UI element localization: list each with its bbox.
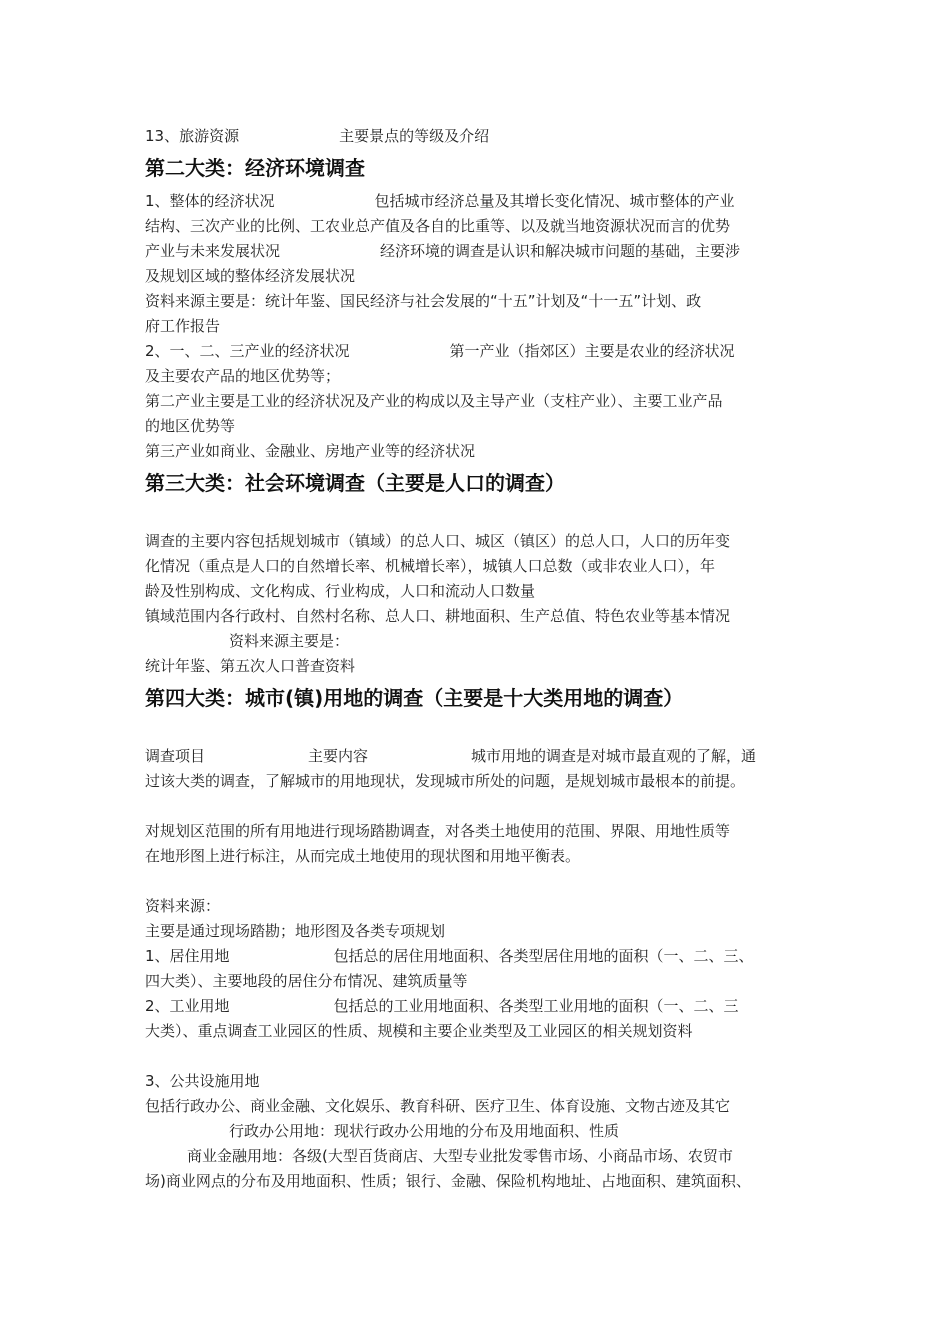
text-line: 过该大类的调查，了解城市的用地现状，发现城市所处的问题，是规划城市最根本的前提。 <box>145 772 746 790</box>
text-line: 镇域范围内各行政村、自然村名称、总人口、耕地面积、生产总值、特色农业等基本情况 <box>145 607 731 625</box>
text-line: 龄及性别构成、文化构成、行业构成，人口和流动人口数量 <box>145 582 536 600</box>
text-line <box>145 629 817 654</box>
column-label: 主要内容 <box>308 747 369 765</box>
section-heading: 第二大类：经济环境调查 <box>145 156 365 180</box>
text-line: 在地形图上进行标注，从而完成土地使用的现状图和用地平衡表。 <box>145 847 581 865</box>
text-line <box>145 1119 817 1144</box>
text-line <box>145 744 817 769</box>
item-desc: 行政办公用地：现状行政办公用地的分布及用地面积、性质 <box>229 1122 620 1140</box>
text-line: 四大类）、主要地段的居住分布情况、建筑质量等 <box>145 972 468 990</box>
text-line: 第二产业主要是工业的经济状况及产业的构成以及主导产业（支柱产业）、主要工业产品 <box>145 392 723 410</box>
item-label: 1、整体的经济状况 <box>145 192 275 210</box>
text-line <box>145 944 817 969</box>
item-desc: 包括城市经济总量及其增长变化情况、城市整体的产业 <box>374 192 735 210</box>
text-line: 场)商业网点的分布及用地面积、性质；银行、金融、保险机构地址、占地面积、建筑面积、 <box>145 1172 751 1190</box>
source-label: 资料来源主要是： <box>229 632 350 650</box>
text-line <box>145 1144 817 1169</box>
text-line <box>145 339 817 364</box>
text-line: 的地区优势等 <box>145 417 236 435</box>
section-heading: 第四大类：城市(镇)用地的调查（主要是十大类用地的调查） <box>145 686 684 710</box>
column-label: 调查项目 <box>145 747 206 765</box>
text-line: 化情况（重点是人口的自然增长率、机械增长率），城镇人口总数（或非农业人口），年 <box>145 557 716 575</box>
item-label: 13、旅游资源 <box>145 127 240 145</box>
item-desc: 城市用地的调查是对城市最直观的了解，通 <box>471 747 757 765</box>
text-line: 包括行政办公、商业金融、文化娱乐、教育科研、医疗卫生、体育设施、文物古迹及其它 <box>145 1097 731 1115</box>
item-desc: 主要景点的等级及介绍 <box>339 127 490 145</box>
text-line: 第三产业如商业、金融业、房地产业等的经济状况 <box>145 442 476 460</box>
item-desc: 包括总的居住用地面积、各类型居住用地的面积（一、二、三、 <box>333 947 754 965</box>
item-desc: 经济环境的调查是认识和解决城市问题的基础，主要涉 <box>380 242 741 260</box>
text-line: 调查的主要内容包括规划城市（镇域）的总人口、城区（镇区）的总人口，人口的历年变 <box>145 532 731 550</box>
text-line: 大类）、重点调查工业园区的性质、规模和主要企业类型及工业园区的相关规划资料 <box>145 1022 693 1040</box>
text-line: 对规划区范围的所有用地进行现场踏勘调查，对各类土地使用的范围、界限、用地性质等 <box>145 822 731 840</box>
text-line: 资料来源： <box>145 897 221 915</box>
text-line: 及规划区域的整体经济发展状况 <box>145 267 356 285</box>
text-line: 3、公共设施用地 <box>145 1072 260 1090</box>
text-line: 资料来源主要是：统计年鉴、国民经济与社会发展的“十五”计划及“十一五”计划、政 <box>145 292 702 310</box>
item-desc: 包括总的工业用地面积、各类型工业用地的面积（一、二、三 <box>333 997 739 1015</box>
section-heading: 第三大类：社会环境调查（主要是人口的调查） <box>145 471 565 495</box>
item-label: 2、一、二、三产业的经济状况 <box>145 342 350 360</box>
text-line: 结构、三次产业的比例、工农业总产值及各自的比重等、以及就当地资源状况而言的优势 <box>145 217 731 235</box>
item-label: 产业与未来发展状况 <box>145 242 281 260</box>
text-line <box>145 239 817 264</box>
item-desc: 商业金融用地：各级(大型百货商店、大型专业批发零售市场、小商品市场、农贸市 <box>187 1147 733 1165</box>
item-label: 2、工业用地 <box>145 997 230 1015</box>
item-desc: 第一产业（指郊区）主要是农业的经济状况 <box>449 342 735 360</box>
text-line: 及主要农产品的地区优势等； <box>145 367 341 385</box>
text-line: 统计年鉴、第五次人口普查资料 <box>145 657 356 675</box>
text-line <box>145 124 817 149</box>
text-line <box>145 994 817 1019</box>
text-line: 府工作报告 <box>145 317 221 335</box>
text-line: 主要是通过现场踏勘；地形图及各类专项规划 <box>145 922 446 940</box>
item-label: 1、居住用地 <box>145 947 230 965</box>
text-line <box>145 189 817 214</box>
document-page <box>145 124 817 1194</box>
